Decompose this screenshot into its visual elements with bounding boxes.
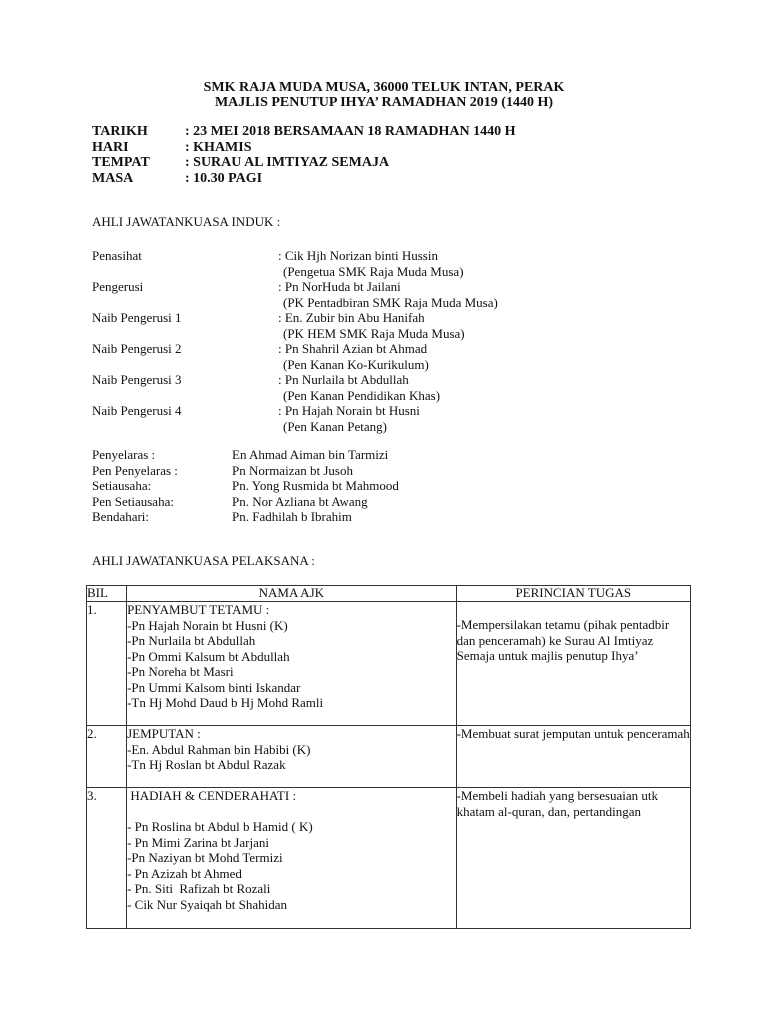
member-position: (PK HEM SMK Raja Muda Musa) [283, 325, 465, 341]
table-row [87, 788, 691, 929]
member-name: Pn Normaizan bt Jusoh [232, 462, 353, 478]
role-label: Naib Pengerusi 2 [92, 341, 182, 356]
list-item: -En. Abdul Rahman bin Habibi (K) [127, 741, 311, 757]
row-number: 1. [87, 602, 127, 726]
list-item: -Tn Hj Mohd Daud b Hj Mohd Ramli [127, 695, 324, 710]
task-text: -Membeli hadiah yang bersesuaian utk khatam al-quran, dan, pertandingan [456, 788, 659, 819]
info-label: TARIKH [92, 124, 148, 139]
member-name: : Pn Hajah Norain bt Husni [278, 403, 420, 418]
event-info [92, 124, 516, 186]
role-label: Penyelaras : [92, 447, 156, 462]
info-value: : KHAMIS [185, 139, 252, 155]
member-position: (PK Pentadbiran SMK Raja Muda Musa) [283, 294, 498, 310]
member-name: Pn. Nor Azliana bt Awang [232, 493, 368, 509]
task-table [86, 585, 691, 929]
event-title: MAJLIS PENUTUP IHYA’ RAMADHAN 2019 (1440 H) [214, 95, 554, 110]
task-text: -Membuat surat jemputan untuk penceramah [456, 726, 690, 741]
induk-heading: AHLI JAWATANKUASA INDUK : [92, 214, 281, 229]
list-item: - Cik Nur Syaiqah bt Shahidan [127, 896, 288, 912]
info-label: TEMPAT [92, 155, 150, 170]
info-label: HARI [92, 139, 129, 155]
member-name: : Pn NorHuda bt Jailani [278, 279, 401, 294]
row-number: 3. [87, 788, 127, 929]
table-row [87, 602, 691, 726]
info-row-venue [92, 155, 516, 171]
column-header: BIL [87, 586, 127, 602]
member-position: (Pen Kanan Petang) [283, 418, 387, 434]
list-item [127, 804, 456, 820]
role-label: Pen Penyelaras : [92, 462, 178, 478]
task-description [456, 726, 690, 788]
list-item: - Pn Azizah bt Ahmed [127, 865, 242, 881]
member-position: (Pengetua SMK Raja Muda Musa) [283, 263, 464, 279]
info-row-day [92, 140, 516, 156]
info-label: MASA [92, 170, 134, 186]
list-item: HADIAH & CENDERAHATI : [127, 788, 297, 803]
table-header-row [87, 586, 691, 602]
role-label: Naib Pengerusi 4 [92, 403, 182, 418]
role-label: Bendahari: [92, 509, 150, 524]
member-position: (Pen Kanan Pendidikan Khas) [283, 387, 441, 403]
column-header: PERINCIAN TUGAS [456, 586, 690, 602]
member-name: : Pn Shahril Azian bt Ahmad [278, 341, 428, 356]
table-row [87, 726, 691, 788]
info-value: : SURAU AL IMTIYAZ SEMAJA [185, 155, 390, 170]
role-label: Naib Pengerusi 1 [92, 310, 182, 325]
member-name: : En. Zubir bin Abu Hanifah [278, 310, 425, 325]
role-label: Pengerusi [92, 279, 144, 294]
info-row-date [92, 124, 516, 140]
task-description [456, 788, 690, 929]
task-description [456, 602, 690, 726]
member-list [127, 788, 457, 929]
list-item: -Pn Ummi Kalsom binti Iskandar [127, 679, 301, 695]
list-item: -Pn Noreha bt Masri [127, 664, 234, 679]
list-item: JEMPUTAN : [127, 726, 201, 741]
list-item: -Tn Hj Roslan bt Abdul Razak [127, 757, 286, 772]
role-label: Naib Pengerusi 3 [92, 372, 182, 387]
role-label: Setiausaha: [92, 478, 152, 493]
member-list [127, 726, 457, 788]
role-label: Penasihat [92, 248, 142, 263]
list-item: -Pn Hajah Norain bt Husni (K) [127, 617, 288, 633]
member-position: (Pen Kanan Ko-Kurikulum) [283, 356, 429, 372]
info-value: : 10.30 PAGI [185, 170, 263, 186]
list-item: - Pn Mimi Zarina bt Jarjani [127, 834, 269, 850]
list-item: PENYAMBUT TETAMU : [127, 602, 270, 617]
list-item: -Pn Nurlaila bt Abdullah [127, 633, 256, 648]
info-row-time [92, 171, 516, 187]
list-item: - Pn. Siti Rafizah bt Rozali [127, 881, 271, 896]
member-list [127, 602, 457, 726]
role-label: Pen Setiausaha: [92, 493, 174, 509]
row-number: 2. [87, 726, 127, 788]
member-name: Pn. Yong Rusmida bt Mahmood [232, 478, 399, 493]
column-header: NAMA AJK [127, 586, 457, 602]
member-name: : Cik Hjh Norizan binti Hussin [278, 248, 438, 263]
list-item: -Pn Naziyan bt Mohd Termizi [127, 850, 283, 865]
member-name: Pn. Fadhilah b Ibrahim [232, 509, 352, 524]
info-value: : 23 MEI 2018 BERSAMAAN 18 RAMADHAN 1440 H [185, 124, 516, 139]
task-text: -Mempersilakan tetamu (pihak pentadbir dan penceramah) ke Surau Al Imtiyaz Semaja untuk majlis penutup Ihya’ [456, 617, 670, 663]
pelaksana-heading: AHLI JAWATANKUASA PELAKSANA : [92, 553, 315, 568]
list-item: - Pn Roslina bt Abdul b Hamid ( K) [127, 819, 313, 834]
school-title: SMK RAJA MUDA MUSA, 36000 TELUK INTAN, PERAK [203, 80, 565, 95]
member-name: En Ahmad Aiman bin Tarmizi [232, 447, 389, 462]
member-name: : Pn Nurlaila bt Abdullah [278, 372, 409, 387]
list-item: -Pn Ommi Kalsum bt Abdullah [127, 648, 290, 664]
